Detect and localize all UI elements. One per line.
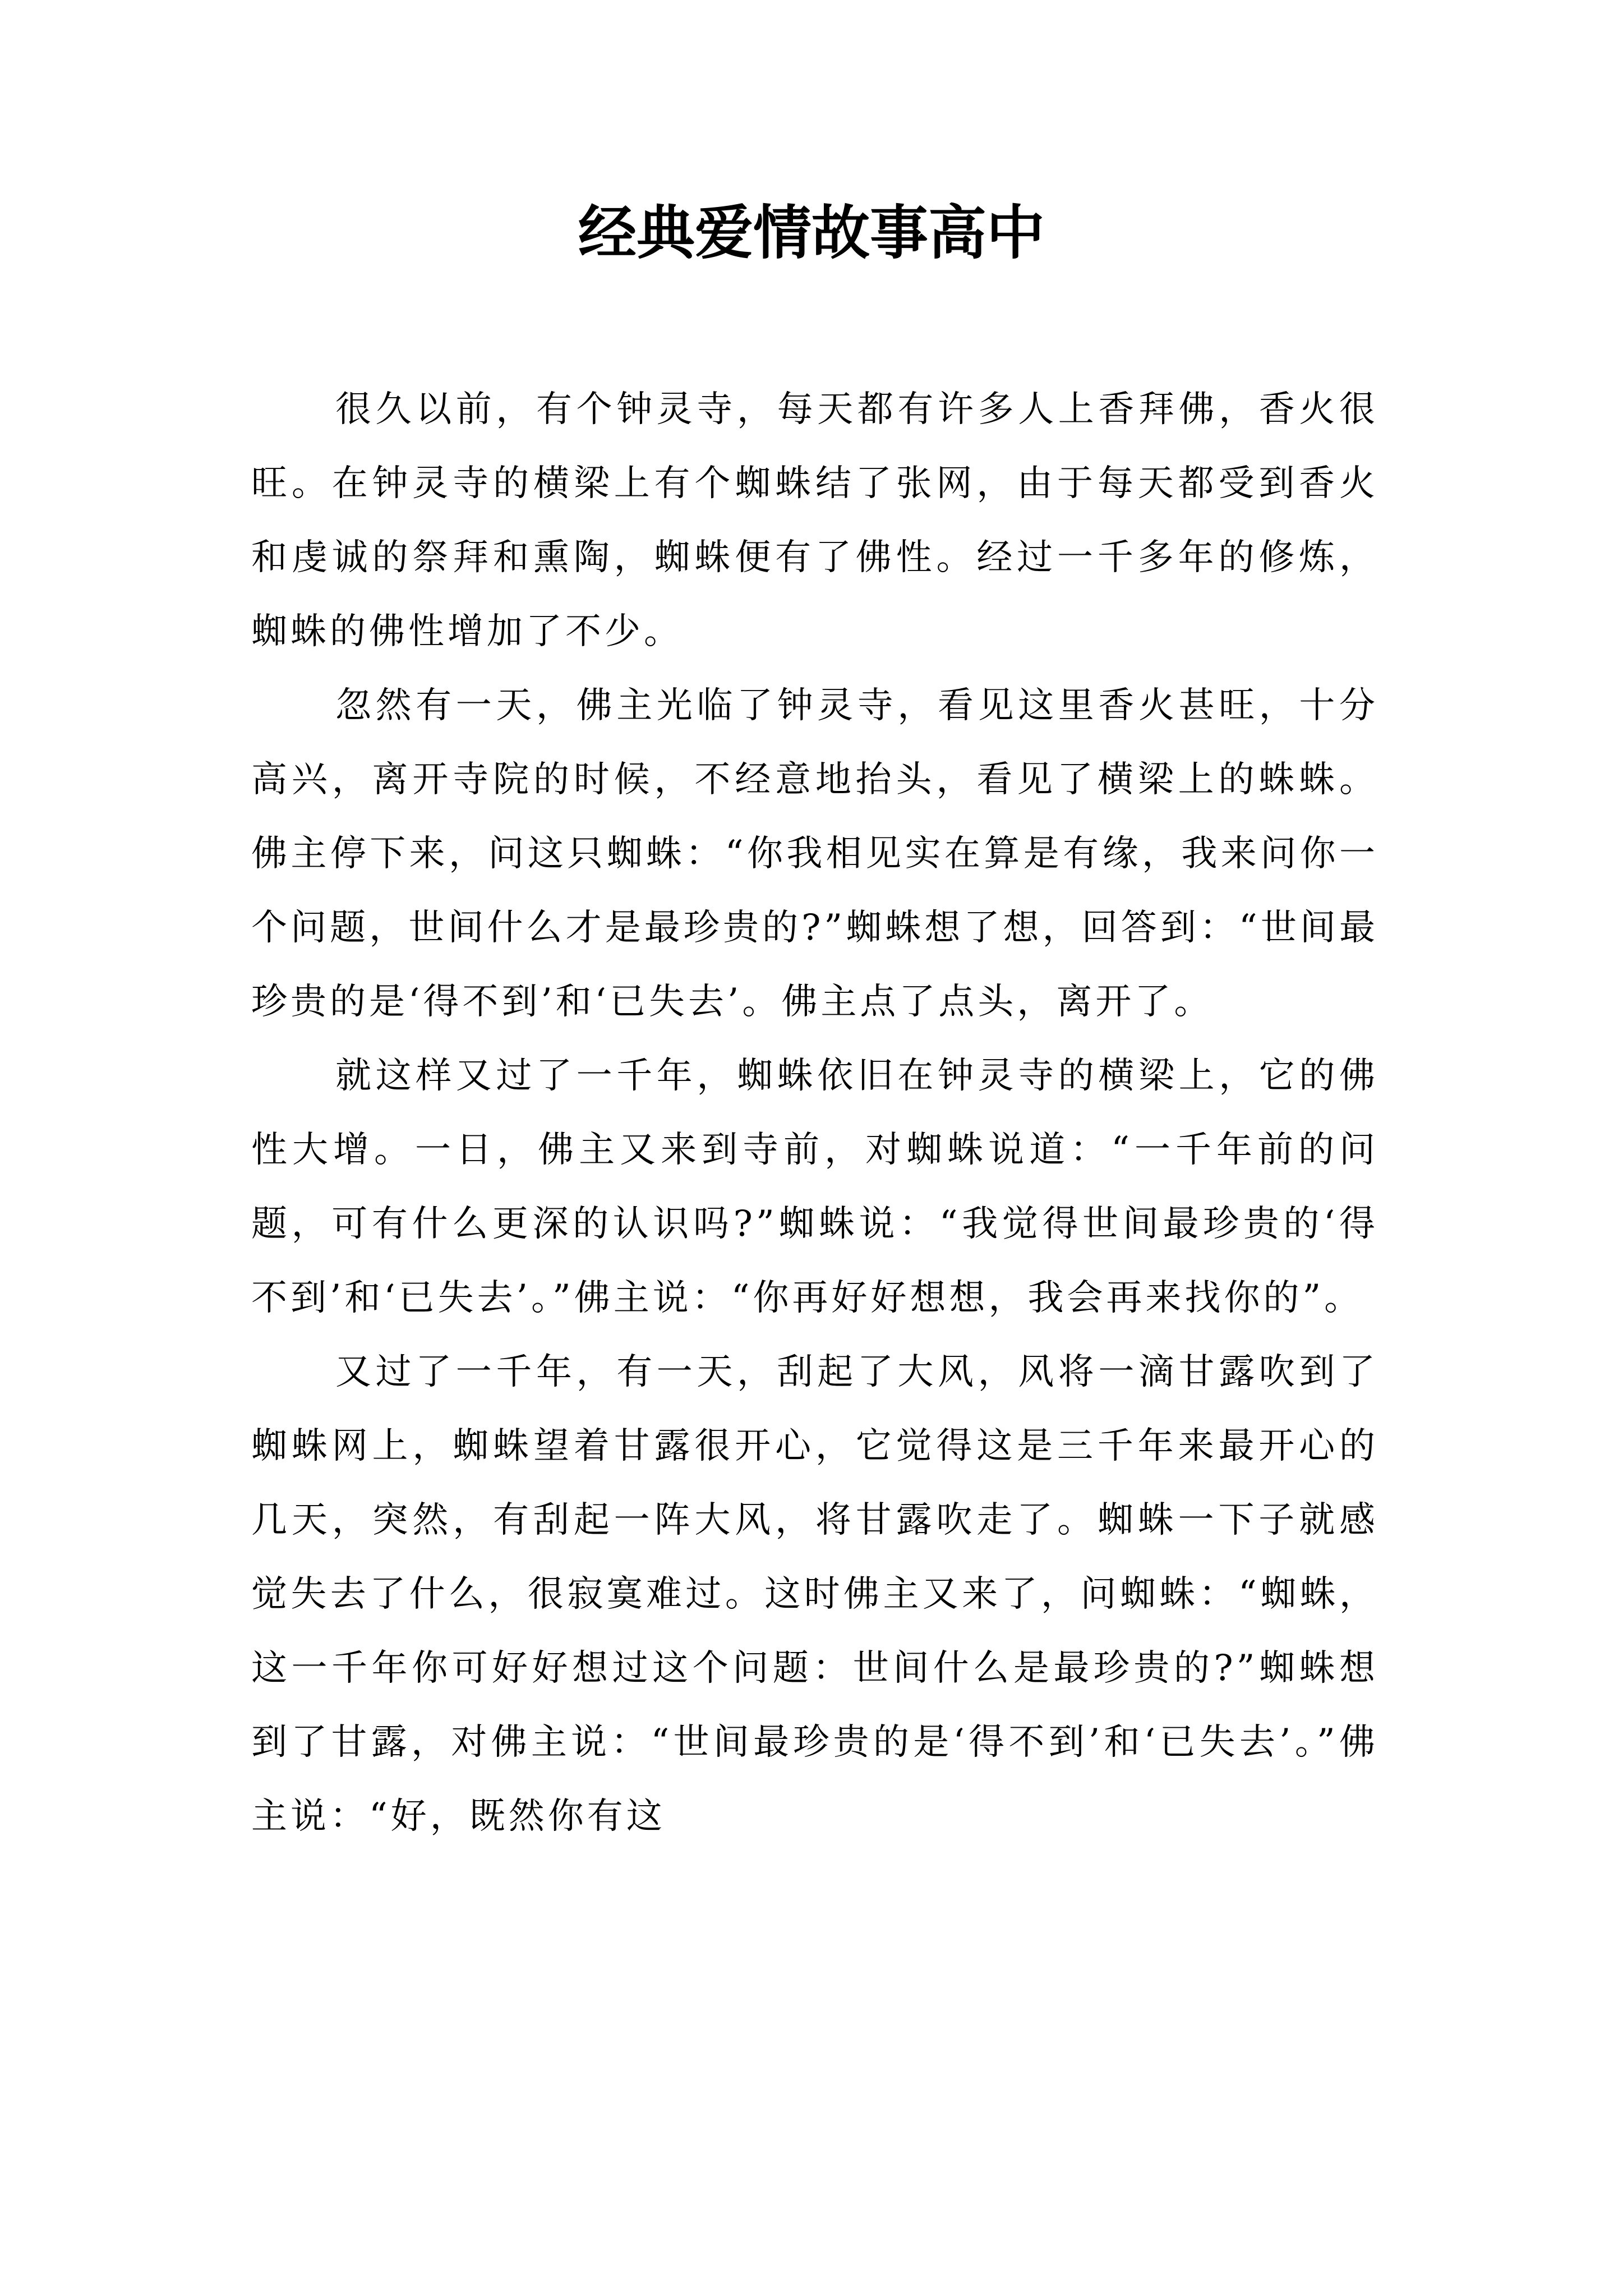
document-body [251, 372, 1378, 1853]
paragraph-3: 就这样又过了一千年，蜘蛛依旧在钟灵寺的横梁上，它的佛性大增。一日，佛主又来到寺前，对蜘蛛说道：“一千年前的问题，可有什么更深的认识吗?”蜘蛛说：“我觉得世间最珍贵的‘得不到’和‘已失去’。”佛主说：“你再好好想想，我会再来找你的”。 [251, 1055, 1378, 1319]
paragraph-4: 又过了一千年，有一天，刮起了大风，风将一滴甘露吹到了蜘蛛网上，蜘蛛望着甘露很开心，它觉得这是三千年来最开心的几天，突然，有刮起一阵大风，将甘露吹走了。蜘蛛一下子就感觉失去了什么，很寂寞难过。这时佛主又来了，问蜘蛛：“蜘蛛，这一千年你可好好想过这个问题：世间什么是最珍贵的?”蜘蛛想到了甘露，对佛主说：“世间最珍贵的是‘得不到’和‘已失去’。”佛主说：“好，既然你有这 [251, 1351, 1378, 1837]
document-title: 经典爱情故事高中 [578, 198, 1045, 267]
paragraph-2: 忽然有一天，佛主光临了钟灵寺，看见这里香火甚旺，十分高兴，离开寺院的时候，不经意地抬头，看见了横梁上的蛛蛛。佛主停下来，问这只蜘蛛：“你我相见实在算是有缘，我来问你一个问题，世间什么才是最珍贵的?”蜘蛛想了想，回答到：“世间最珍贵的是‘得不到’和‘已失去’。佛主点了点头，离开了。 [251, 685, 1378, 1023]
paragraph-1: 很久以前，有个钟灵寺，每天都有许多人上香拜佛，香火很旺。在钟灵寺的横梁上有个蜘蛛结了张网，由于每天都受到香火和虔诚的祭拜和熏陶，蜘蛛便有了佛性。经过一千多年的修炼，蜘蛛的佛性增加了不少。 [251, 389, 1378, 652]
